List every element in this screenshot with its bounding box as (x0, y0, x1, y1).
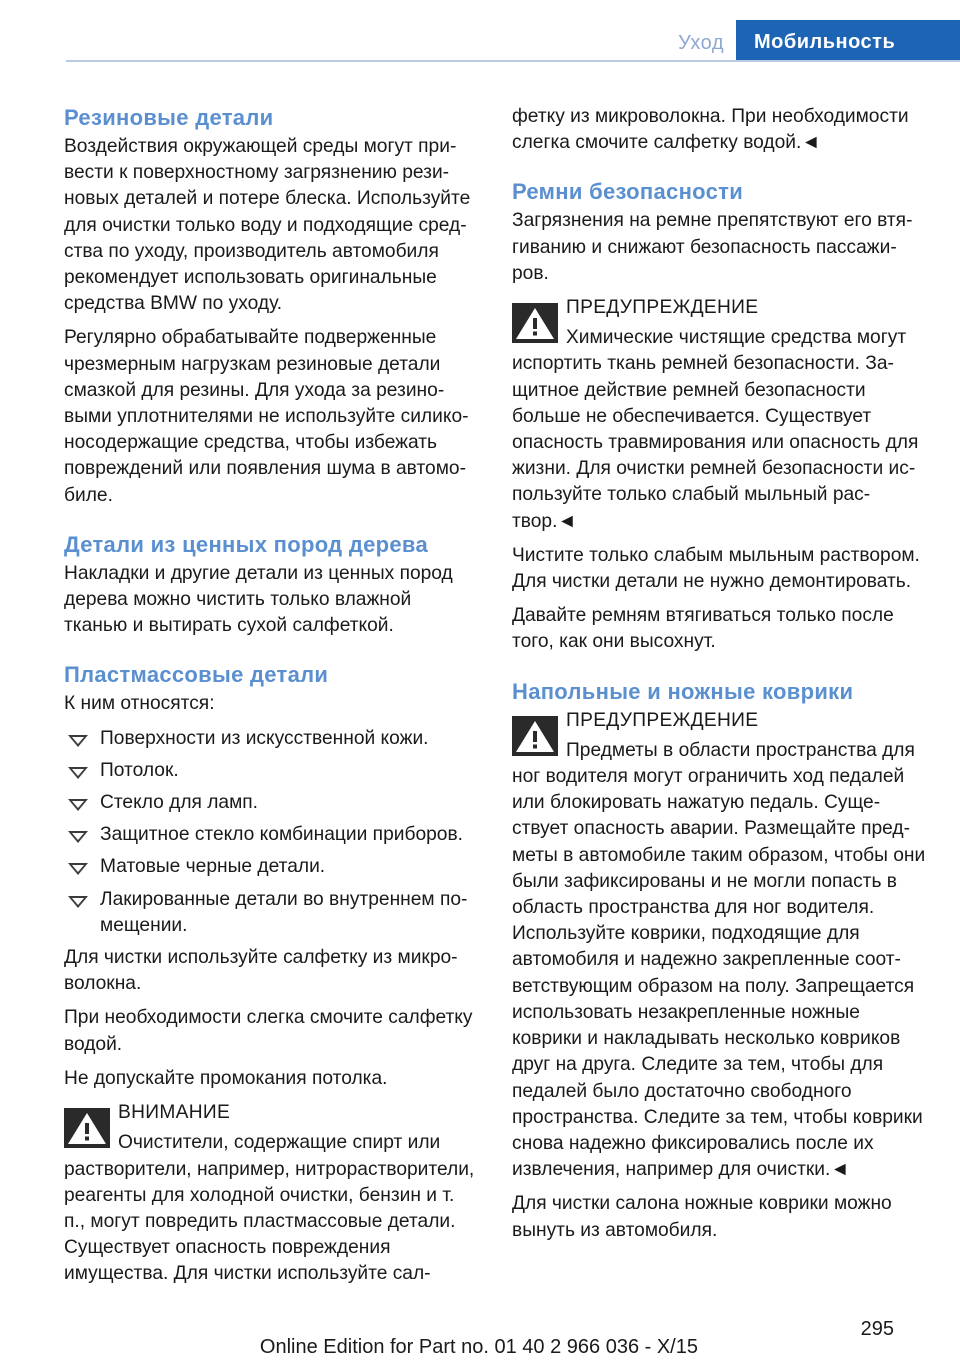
edition-line: Online Edition for Part no. 01 40 2 966 036 - X/15 (259, 1336, 698, 1358)
rubber-heading: Резиновые детали (64, 105, 274, 130)
caution-first-line: Очистители, содержащие спирт или (118, 1132, 441, 1154)
plastic-paragraph-4: Не допускайте промокания потолка. (64, 1067, 388, 1089)
plastic-paragraph-3: При необходимости слегка смочите салфетку водой. (64, 1007, 473, 1055)
belts-paragraph-3: Давайте ремням втягиваться только после того, как они высохнут. (512, 605, 894, 653)
plastic-heading: Пластмассовые детали (64, 662, 329, 688)
belts-heading: Ремни безопасности (512, 179, 744, 205)
left-column (64, 104, 476, 1296)
list-item: Защитное стекло комбинации приборов. (64, 822, 476, 848)
list-item: Лакированные детали во внутреннем помещении. (64, 887, 476, 939)
wood-paragraph: Накладки и другие детали из ценных пород дерева можно чистить только влажной тканью и вытирать сухой салфеткой. (64, 562, 453, 637)
belts-warning-block (512, 295, 926, 535)
rubber-paragraph-1: Воздействия окружающей среды могут привести к поверхностному загрязнению резиновых деталей и потере блеска. Используйте для очистки только воду и подходящие средства по уходу, производитель автомобиля рекомендует использовать оригинальные средства BMW по уходу. (64, 136, 471, 315)
mats-warning-block (512, 708, 926, 1184)
header-section: Уход (678, 32, 724, 54)
mats-warning-title: ПРЕДУПРЕЖДЕНИЕ (566, 709, 759, 731)
page-footer (0, 1318, 960, 1362)
caution-block (64, 1100, 476, 1287)
page-number: 295 (860, 1318, 894, 1340)
triangle-bullet-icon (68, 767, 88, 779)
warning-triangle-icon (512, 303, 558, 343)
triangle-bullet-icon (68, 831, 88, 843)
header-rule (66, 60, 960, 62)
triangle-bullet-icon (68, 863, 88, 875)
mats-warning-first-line: Предметы в области пространства для (566, 739, 915, 761)
list-item: Стекло для ламп. (64, 790, 476, 816)
warning-triangle-icon (64, 1108, 110, 1148)
wood-heading: Детали из ценных пород дерева (64, 531, 428, 557)
plastic-intro: К ним относятся: (64, 693, 215, 715)
list-item: Поверхности из искусственной кожи. (64, 726, 476, 752)
list-item: Потолок. (64, 758, 476, 784)
header-chapter: Мобильность (736, 20, 960, 62)
triangle-bullet-icon (68, 799, 88, 811)
plastic-paragraph-2: Для чистки используйте салфетку из микроволокна. (64, 947, 458, 995)
triangle-bullet-icon (68, 896, 88, 908)
rubber-paragraph-2: Регулярно обрабатывайте подверженные чрезмерным нагрузкам резиновые детали смазкой для резины. Для ухода за резиновыми уплотнителями не используйте силиконосодержащие средства, чтобы избежать повреждений или появления шума в автомобиле. (64, 327, 469, 506)
mats-paragraph: Для чистки салона ножные коврики можно вынуть из автомобиля. (512, 1193, 892, 1241)
belts-warning-title: ПРЕДУПРЕЖДЕНИЕ (566, 297, 759, 319)
mats-heading: Напольные и ножные коврики (512, 678, 854, 704)
page-header (66, 20, 960, 62)
plastic-list (64, 726, 476, 939)
belts-paragraph-1: Загрязнения на ремне препятствуют его втягиванию и снижают безопасность пассажиров. (512, 210, 913, 284)
caution-title: ВНИМАНИЕ (118, 1102, 231, 1124)
triangle-bullet-icon (68, 735, 88, 747)
list-item: Матовые черные детали. (64, 854, 476, 880)
warning-triangle-icon (512, 716, 558, 756)
mats-warning-body: ног водителя могут ограничить ход педалей или блокировать нажатую педаль. Существует опасность аварии. Размещайте предметы в автомобиле таким образом, чтобы они были зафиксированы и не могли попасть в область пространства для ног водителя. Используйте коврики, подходящие для автомобиля и надежно закрепленные соответствующим образом на полу. Запрещается использовать незакрепленные ножные коврики и накладывать несколько ковриков друг на друга. Следите за тем, чтобы для педалей было достаточно свободного пространства. Следите за тем, чтобы коврики снова надежно фиксировались после их извлечения, например для очистки.◄ (512, 766, 926, 1181)
belts-warning-first-line: Химические чистящие средства могут (566, 327, 907, 349)
belts-paragraph-2: Чистите только слабым мыльным раствором. Для чистки детали не нужно демонтировать. (512, 544, 920, 593)
continued-paragraph: фетку из микроволокна. При необходимости слегка смочите салфетку водой.◄ (512, 106, 909, 154)
belts-warning-body: испортить ткань ремней безопасности. Защитное действие ремней безопасности больше не обеспечивается. Существует опасность травмирования или опасность для жизни. Для очистки ремней безопасности используйте только слабый мыльный раствор.◄ (512, 353, 919, 532)
right-column (512, 104, 926, 1252)
caution-body: растворители, например, нитрорастворители, реагенты для холодной очистки, бензин и т. п., могут повредить пластмассовые детали. Существует опасность повреждения имущества. Для чистки используйте сал- (64, 1158, 475, 1285)
